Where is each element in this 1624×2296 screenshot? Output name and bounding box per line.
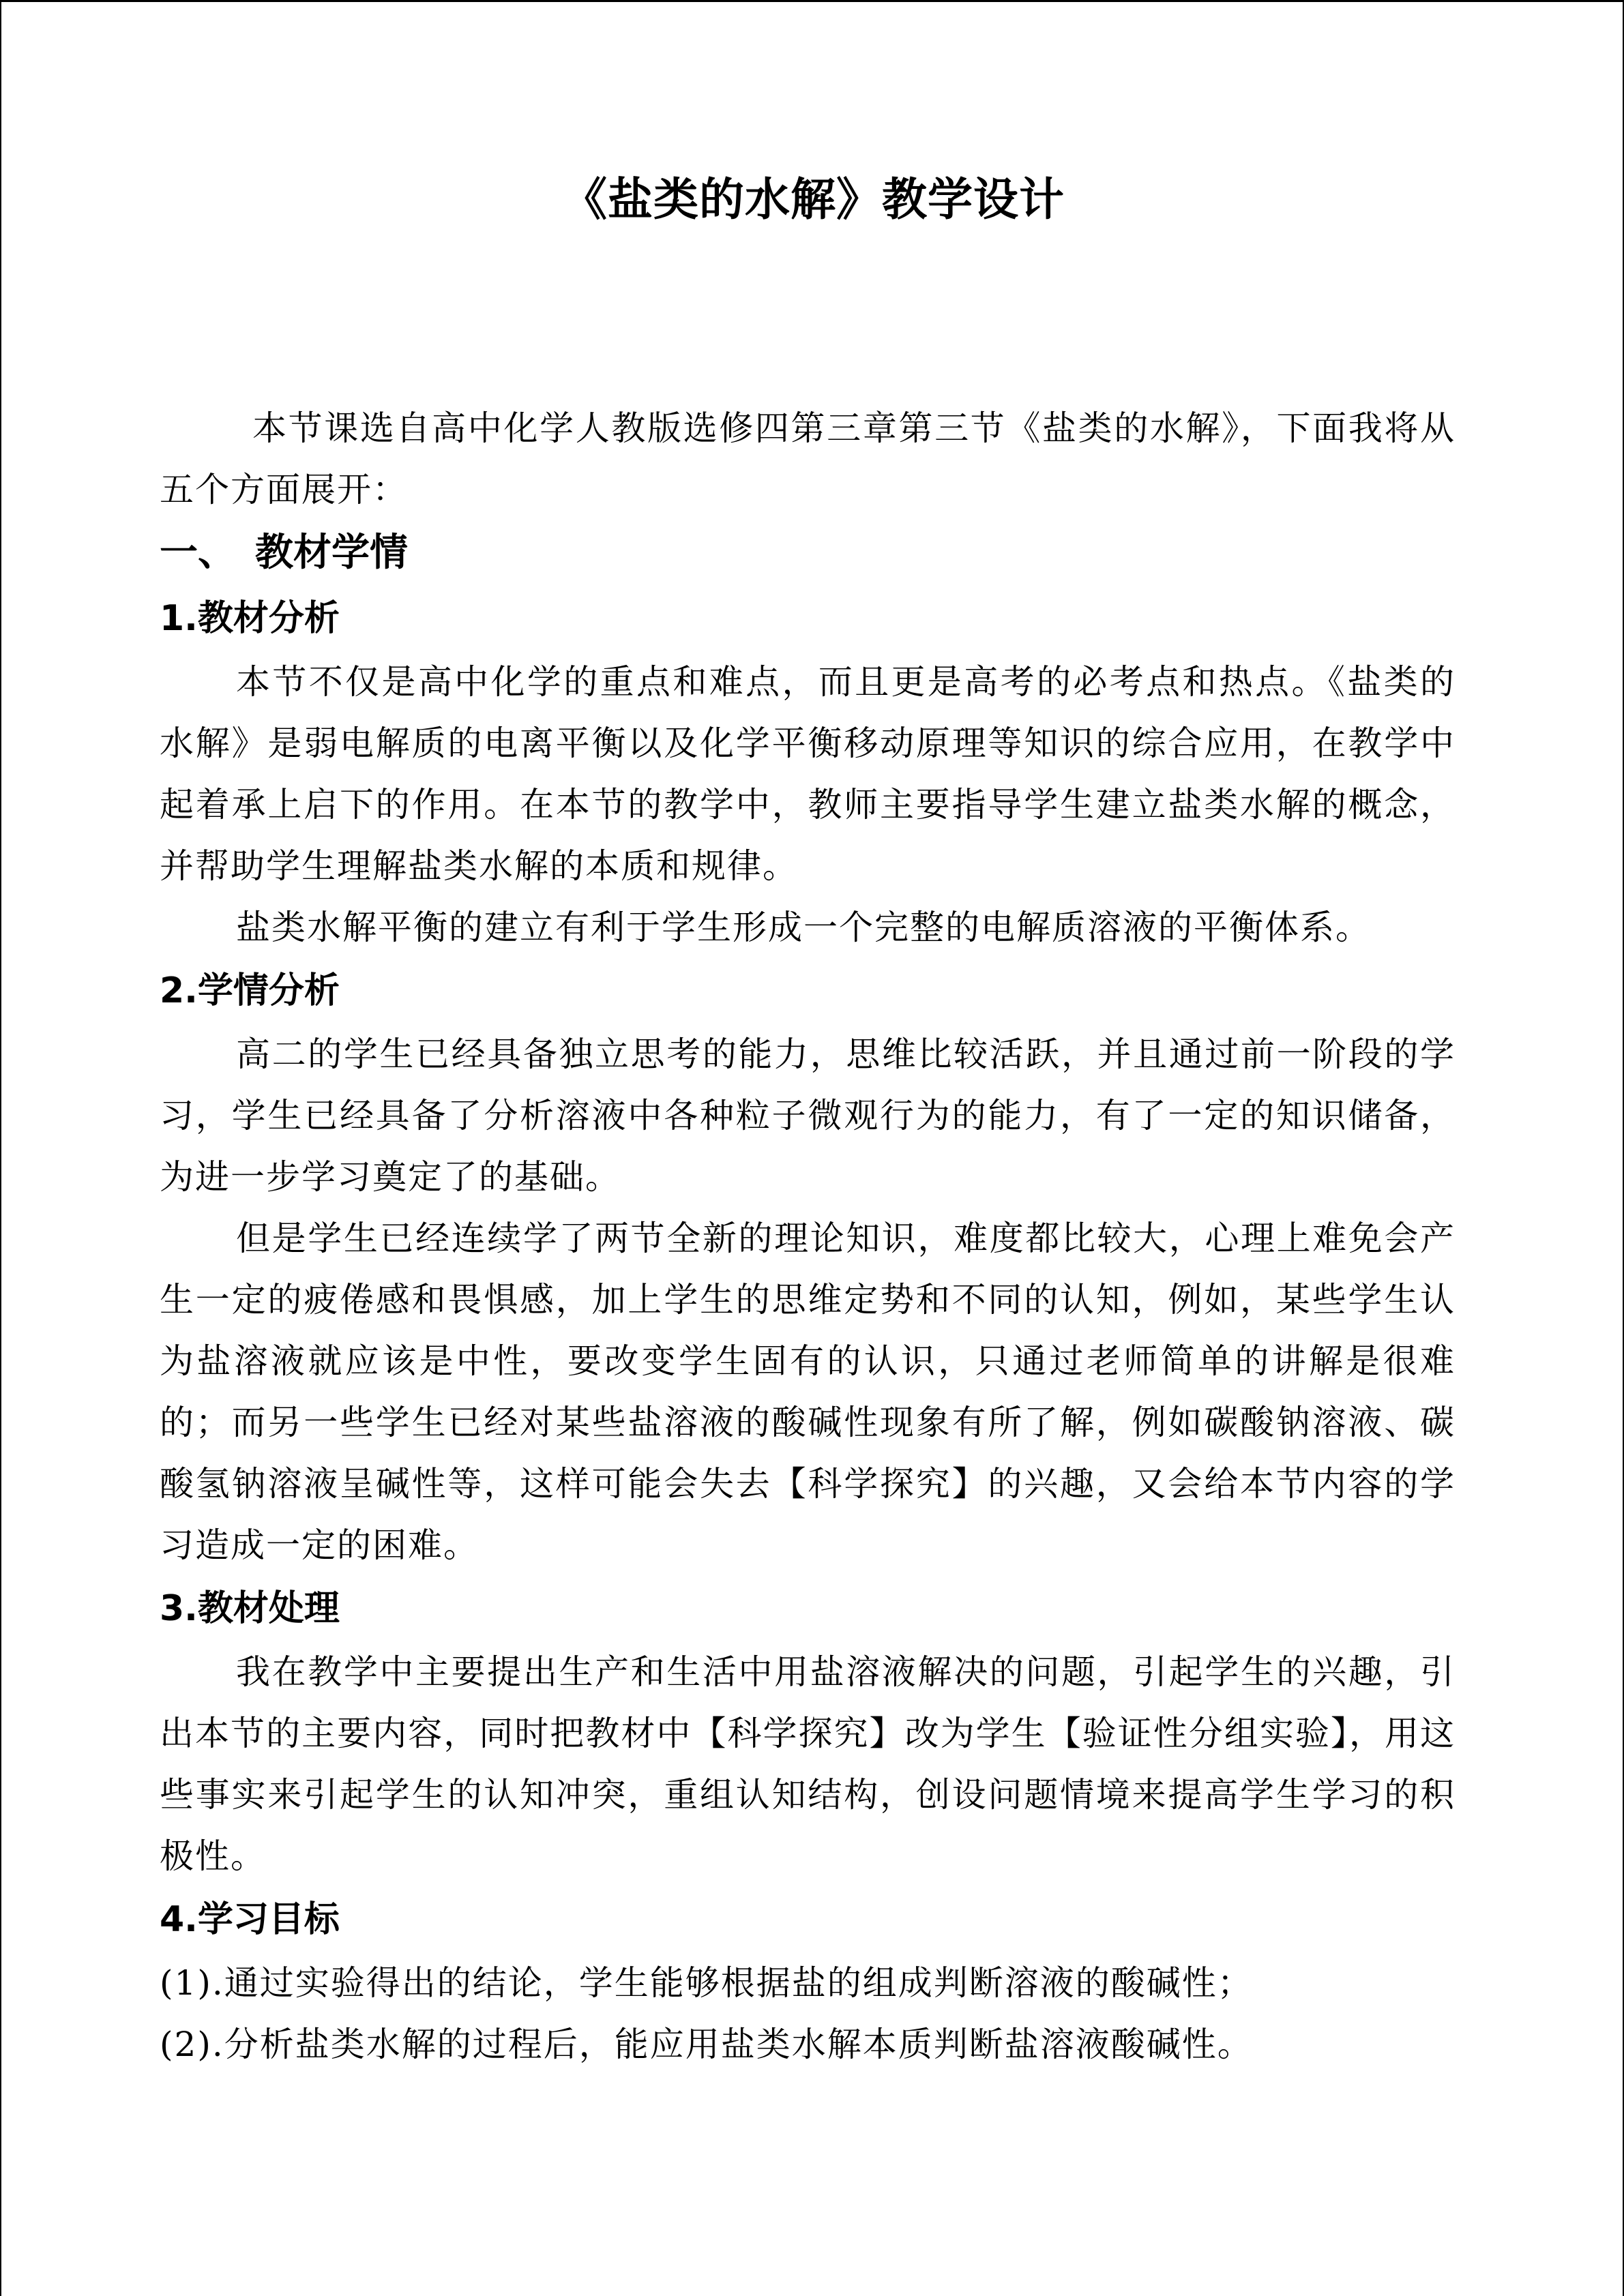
intro-paragraph: 本节课选自高中化学人教版选修四第三章第三节《盐类的水解》，下面我将从五个方面展开： [160, 408, 1456, 509]
objective-item: (2).分析盐类水解的过程后，能应用盐类水解本质判断盐溶液酸碱性。 [160, 2025, 1253, 2064]
paragraph: 高二的学生已经具备独立思考的能力，思维比较活跃，并且通过前一阶段的学习，学生已经具备了分析溶液中各种粒子微观行为的能力，有了一定的知识储备，为进一步学习奠定了的基础。 [160, 1034, 1456, 1197]
paragraph: 本节不仅是高中化学的重点和难点，而且更是高考的必考点和热点。《盐类的水解》是弱电解质的电离平衡以及化学平衡移动原理等知识的综合应用，在教学中起着承上启下的作用。在本节的教学中，教师主要指导学生建立盐类水解的概念，并帮助学生理解盐类水解的本质和规律。 [160, 662, 1456, 886]
section-heading-1 [160, 520, 1456, 586]
page-title: 《盐类的水解》教学设计 [562, 173, 1065, 226]
subsection-heading-learning-objectives: 4.学习目标 [160, 1899, 340, 1940]
subsection-heading-textbook-processing: 3.教材处理 [160, 1588, 340, 1629]
paragraph: 但是学生已经连续学了两节全新的理论知识，难度都比较大，心理上难免会产生一定的疲倦感和畏惧感，加上学生的思维定势和不同的认知，例如，某些学生认为盐溶液就应该是中性，要改变学生固有的认识，只通过老师简单的讲解是很难的；而另一些学生已经对某些盐溶液的酸碱性现象有所了解，例如碳酸钠溶液、碳酸氢钠溶液呈碱性等，这样可能会失去【科学探究】的兴趣，又会给本节内容的学习造成一定的困难。 [160, 1219, 1456, 1565]
section-title: 教材学情 [255, 531, 408, 575]
paragraph: 盐类水解平衡的建立有利于学生形成一个完整的电解质溶液的平衡体系。 [236, 908, 1371, 947]
paragraph: 我在教学中主要提出生产和生活中用盐溶液解决的问题，引起学生的兴趣，引出本节的主要内容，同时把教材中【科学探究】改为学生【验证性分组实验】，用这些事实来引起学生的认知冲突，重组认知结构，创设问题情境来提高学生学习的积极性。 [160, 1652, 1456, 1876]
document-body [160, 398, 1456, 2075]
subsection-heading-textbook-analysis: 1.教材分析 [160, 598, 340, 639]
section-number: 一、 [160, 531, 236, 575]
subsection-heading-student-analysis: 2.学情分析 [160, 970, 340, 1011]
objective-item: (1).通过实验得出的结论，学生能够根据盐的组成判断溶液的酸碱性； [160, 1963, 1253, 2003]
